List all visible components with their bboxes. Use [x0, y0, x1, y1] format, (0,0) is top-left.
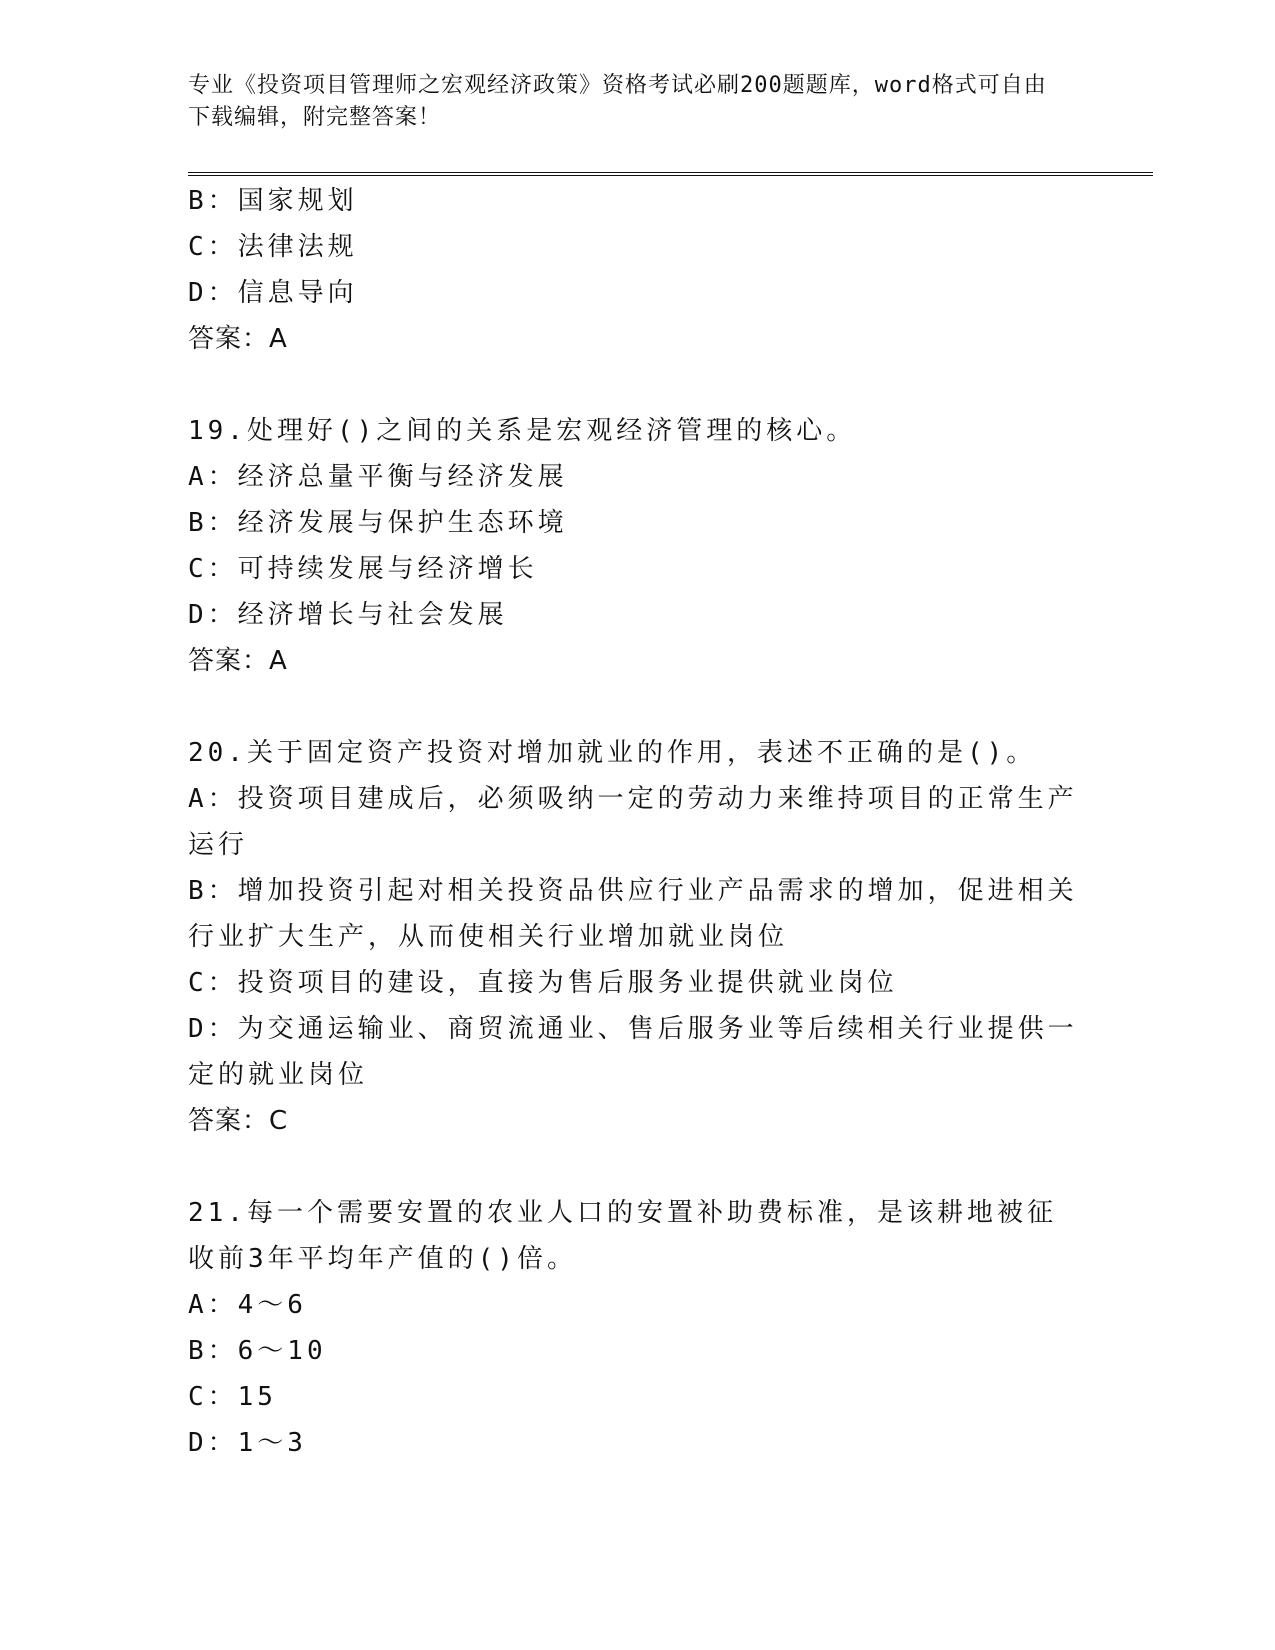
option-a: A：经济总量平衡与经济发展 — [188, 462, 568, 492]
option-b: B：经济发展与保护生态环境 — [188, 508, 568, 538]
option-d: D：经济增长与社会发展 — [188, 600, 508, 630]
question-21 — [188, 1190, 1078, 1466]
option-c: C：法律法规 — [188, 232, 358, 262]
option-d: D：信息导向 — [188, 278, 358, 308]
option-b: B：国家规划 — [188, 186, 358, 216]
option-c: C：15 — [188, 1382, 277, 1412]
option-d: D：为交通运输业、商贸流通业、售后服务业等后续相关行业提供一定的就业岗位 — [188, 1014, 1078, 1090]
answer-line: 答案：A — [188, 646, 288, 676]
option-c: C：投资项目的建设，直接为售后服务业提供就业岗位 — [188, 968, 898, 998]
document-page — [188, 70, 1153, 1466]
answer-line: 答案：A — [188, 324, 288, 354]
option-c: C：可持续发展与经济增长 — [188, 554, 538, 584]
option-b: B：增加投资引起对相关投资品供应行业产品需求的增加，促进相关行业扩大生产，从而使相关行业增加就业岗位 — [188, 876, 1078, 952]
question-stem: 21.每一个需要安置的农业人口的安置补助费标准，是该耕地被征收前3年平均年产值的()倍。 — [188, 1198, 1057, 1274]
question-20 — [188, 730, 1078, 1144]
question-stem: 20.关于固定资产投资对增加就业的作用，表述不正确的是()。 — [188, 738, 1037, 768]
question-19 — [188, 408, 1078, 684]
document-header: 专业《投资项目管理师之宏观经济政策》资格考试必刷200题题库，word格式可自由下载编辑，附完整答案！ — [188, 73, 1047, 130]
answer-line: 答案：C — [188, 1106, 289, 1136]
question-18-continued — [188, 178, 1078, 362]
header-divider — [188, 172, 1153, 176]
question-stem: 19.处理好()之间的关系是宏观经济管理的核心。 — [188, 416, 857, 446]
option-a: A：4～6 — [188, 1290, 307, 1320]
option-d: D：1～3 — [188, 1428, 307, 1458]
option-a: A：投资项目建成后，必须吸纳一定的劳动力来维持项目的正常生产运行 — [188, 784, 1078, 860]
option-b: B：6～10 — [188, 1336, 327, 1366]
